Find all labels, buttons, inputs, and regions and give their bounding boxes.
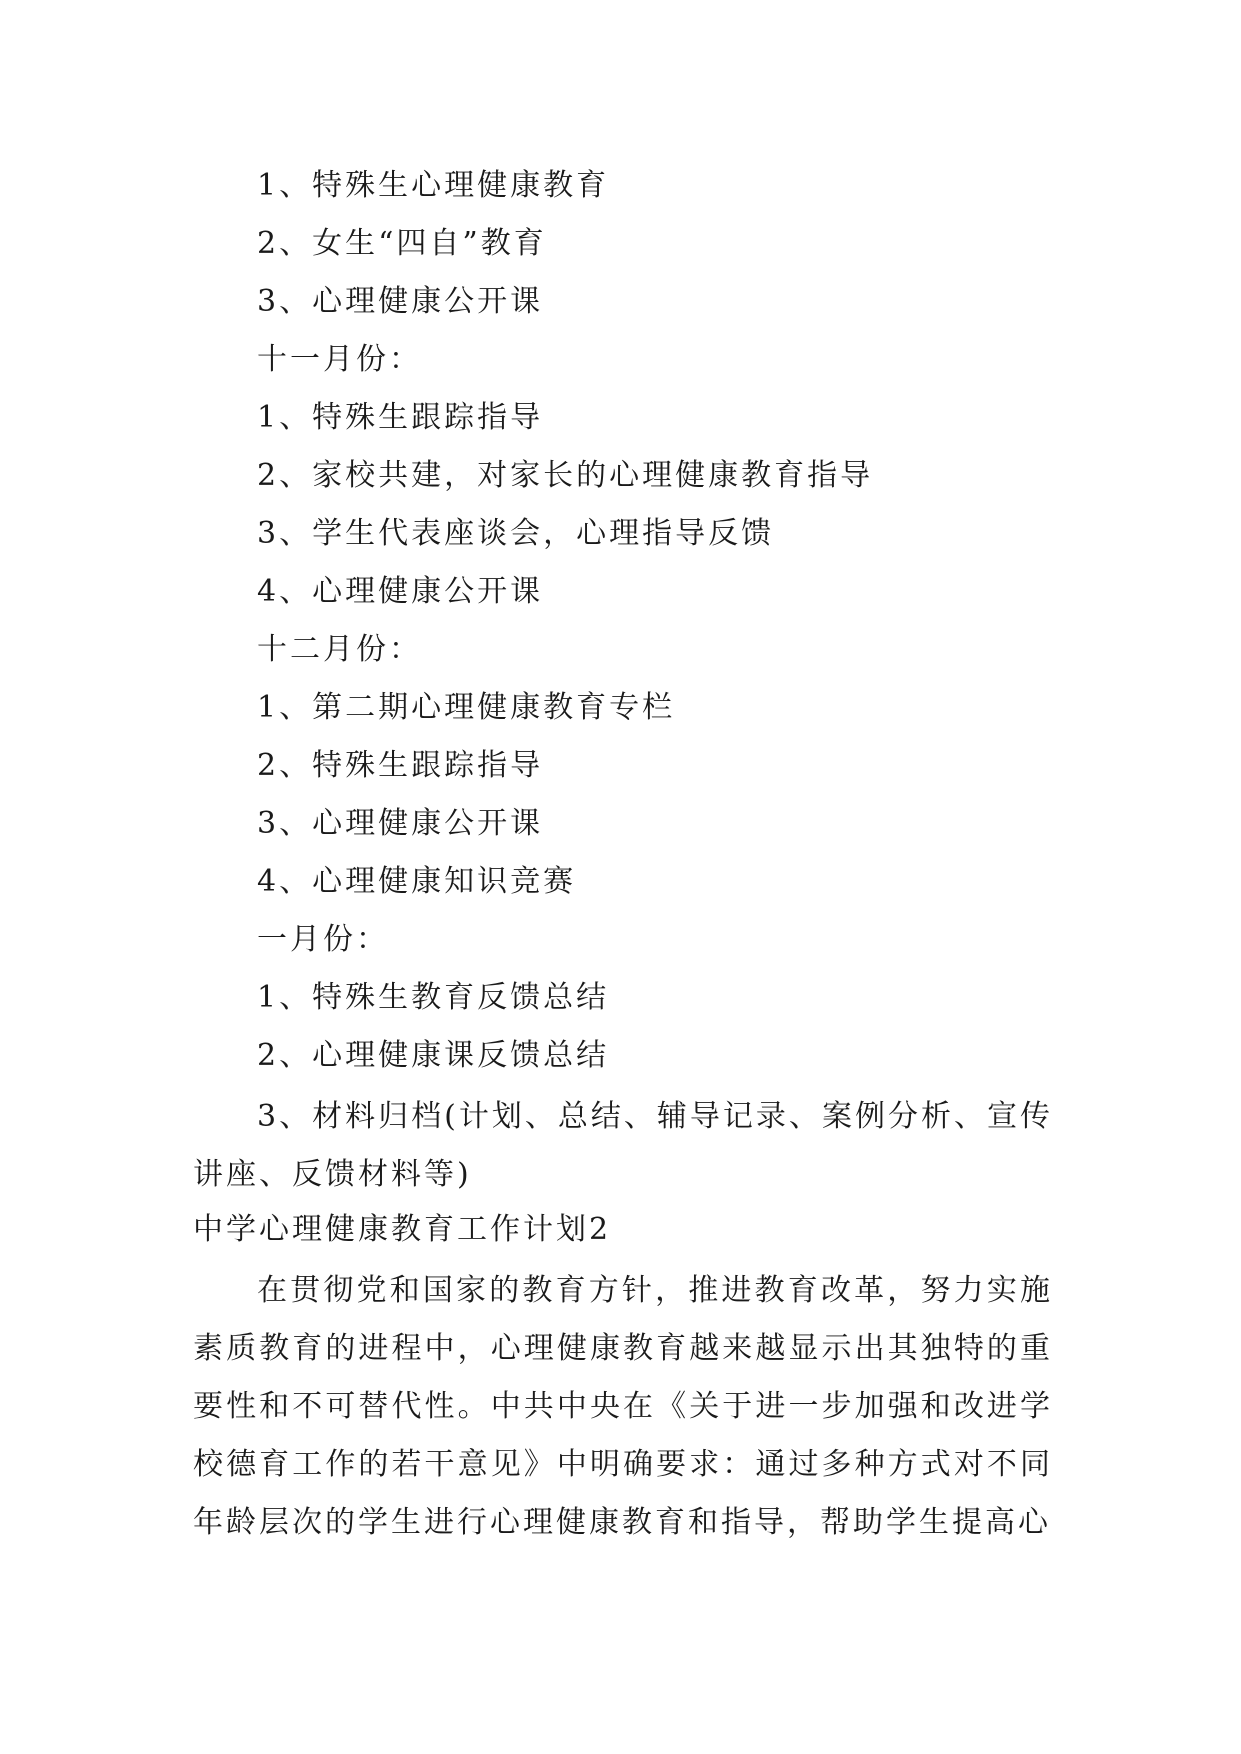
list-item: 3、学生代表座谈会，心理指导反馈 bbox=[257, 516, 775, 551]
month-heading: 十二月份： bbox=[257, 632, 422, 667]
list-item: 1、特殊生跟踪指导 bbox=[257, 400, 544, 435]
month-heading: 十一月份： bbox=[257, 342, 422, 377]
list-item: 1、特殊生心理健康教育 bbox=[257, 168, 610, 203]
list-item: 2、女生“四自”教育 bbox=[257, 226, 547, 261]
list-item: 3、心理健康公开课 bbox=[257, 806, 544, 841]
list-item: 4、心理健康知识竞赛 bbox=[257, 864, 577, 899]
list-item: 2、家校共建，对家长的心理健康教育指导 bbox=[257, 458, 874, 493]
archive-item: 3、材料归档(计划、总结、辅导记录、案例分析、宣传讲座、反馈材料等) bbox=[193, 1099, 1053, 1192]
list-item: 1、第二期心理健康教育专栏 bbox=[257, 690, 676, 725]
list-item: 2、心理健康课反馈总结 bbox=[257, 1038, 610, 1073]
list-item: 2、特殊生跟踪指导 bbox=[257, 748, 544, 783]
list-item: 1、特殊生教育反馈总结 bbox=[257, 980, 610, 1015]
intro-paragraph: 在贯彻党和国家的教育方针，推进教育改革，努力实施素质教育的进程中，心理健康教育越来越显示出其独特的重要性和不可替代性。中共中央在《关于进一步加强和改进学校德育工作的若干意见》中明确要求：通过多种方式对不同年龄层次的学生进行心理健康教育和指导，帮助学生提高心 bbox=[193, 1273, 1053, 1540]
section-title: 中学心理健康教育工作计划2 bbox=[193, 1212, 612, 1247]
list-item: 3、心理健康公开课 bbox=[257, 284, 544, 319]
month-heading: 一月份： bbox=[257, 922, 389, 957]
list-item: 4、心理健康公开课 bbox=[257, 574, 544, 609]
